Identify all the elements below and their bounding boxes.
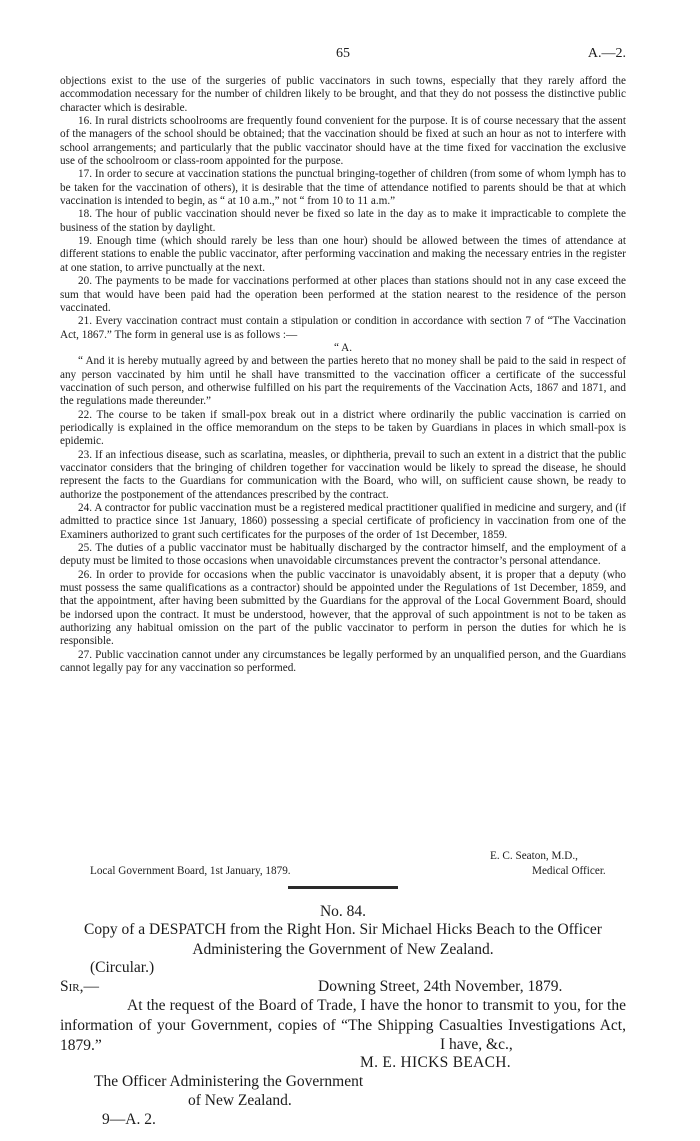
memo-paragraph: 25. The duties of a public vaccinator must be habitually discharged by the contractor himself, and the employment of a deputy must be limited to those occasions when unavoidable circumstances prevent the contractor’s personal attendance.	[60, 542, 626, 568]
memorandum-body	[60, 75, 626, 675]
memo-paragraph: 18. The hour of public vaccination should never be fixed so late in the day as to make it impracticable to complete the business of the station by daylight.	[60, 208, 626, 234]
despatch-closing-row	[60, 1035, 626, 1055]
memo-paragraph: 27. Public vaccination cannot under any circumstances be legally performed by an unqualified person, and the Guardians cannot legally pay for any vaccination so performed.	[60, 648, 626, 675]
form-quote: “ And it is hereby mutually agreed by and between the parties hereto that no money shall be paid to the said in respect of any person vaccinated by him until he shall have transmitted to the vaccination officer a certificate of the successful vaccination of such person, and otherwise fulfilled on his part the requirements of the Vaccination Acts, 1867 and 1871, and the regulations made thereunder.”	[60, 355, 626, 408]
memo-paragraph: objections exist to the use of the surgeries of public vaccinators in such towns, especially that they rarely afford the accommodation necessary for the number of children likely to be brought, and that they do not possess the distinctive public character which is desirable.	[60, 75, 626, 114]
footer-signature: 9—A. 2.	[102, 1111, 156, 1128]
despatch-title: Copy of a DESPATCH from the Right Hon. Sir Michael Hicks Beach to the Officer Administering the Government of New Zealand.	[84, 921, 602, 958]
memo-paragraph: 24. A contractor for public vaccination must be a registered medical practitioner qualified in medicine and surgery, and (if admitted to practice since 1st January, 1860) possessing a special certificate of proficiency in vaccination from one of the Examiners authorized to grant such certificates for the purposes of the order of 1st December, 1859.	[60, 502, 626, 541]
despatch-addressee-line1: The Officer Administering the Government	[94, 1073, 364, 1090]
memo-paragraph: 21. Every vaccination contract must contain a stipulation or condition in accordance with section 7 of “The Vaccination Act, 1867.” The form in general use is as follows :—	[60, 315, 626, 341]
despatch-circular: (Circular.)	[90, 959, 155, 976]
memo-paragraph: 20. The payments to be made for vaccinations performed at other places than stations should not in any case exceed the sum that would have been paid had the operation been performed at the station nearest to the residence of the person vaccinated.	[60, 275, 626, 314]
memo-paragraph: 26. In order to provide for occasions when the public vaccinator is unavoidably absent, it is proper that a deputy (who must possess the same qualifications as a contractor) should be appointed under the Regulations of 1st December, 1859, and that the appointment, after having been submitted by the Guardians for the approval of the Local Government Board, should be indorsed upon the contract. It must be understood, however, that the approval of such appointment is not to be taken as authorizing any habitual omission on the part of the public vaccinator to perform in person the duties for which he is responsible.	[60, 568, 626, 648]
despatch-text: At the request of the Board of Trade, I have the honor to transmit to you, for the information of your Government, copies of “The Shipping Casualties Investigations Act, 1879.”	[60, 997, 626, 1054]
section-divider	[288, 886, 398, 889]
page-header	[60, 46, 626, 62]
memo-paragraph: 19. Enough time (which should rarely be less than one hour) should be allowed between the times of attendance at different stations to enable the public vaccinator, after performing vaccination and making the necessary entries in the register at one station, to arrive punctually at the next.	[60, 235, 626, 274]
memo-paragraph: 23. If an infectious disease, such as scarlatina, measles, or diphtheria, prevail to such an extent in a district that the public vaccinator considers that the bringing of children together for vaccination would be likely to spread the disease, he should represent the facts to the Guardians for communication with the Board, who will, on sufficient cause shown, be ready to authorize the postponement of the attendances prescribed by the contract.	[60, 448, 626, 501]
memo-paragraph: 17. In order to secure at vaccination stations the punctual bringing-together of children (from some of whom lymph has to be taken for the vaccination of others), it is desirable that the time of attendance notified to parents should be that at which vaccination is intended to begin, as “ at 10 a.m.,” not “ from 10 to 11 a.m.”	[60, 168, 626, 208]
signature-name: E. C. Seaton, M.D.,	[490, 850, 578, 862]
memo-signature-row	[60, 850, 626, 864]
despatch-closing: I have, &c.,	[440, 1036, 513, 1053]
despatch-date: Downing Street, 24th November, 1879.	[318, 978, 563, 995]
signature-place-date: Local Government Board, 1st January, 1879.	[90, 865, 291, 877]
despatch-salutation-row	[60, 977, 626, 997]
despatch-number: No. 84.	[319, 903, 367, 920]
memo-paragraph: 22. The course to be taken if small-pox break out in a district where ordinarily the public vaccination is carried on periodically is explained in the office memorandum on the steps to be taken by Guardians in places in which small-pox is epidemic.	[60, 408, 626, 448]
page-number: 65	[336, 46, 350, 61]
signature-title: Medical Officer.	[532, 865, 606, 877]
despatch-signer: M. E. HICKS BEACH.	[360, 1054, 511, 1071]
series-reference: A.—2.	[587, 46, 626, 61]
despatch-signer-row	[60, 1053, 626, 1073]
form-heading: “ A.	[333, 341, 353, 354]
despatch-salutation: Sir,—	[60, 978, 99, 995]
memo-paragraph: 16. In rural districts schoolrooms are frequently found convenient for the purpose. It is of course necessary that the assent of the managers of the school should be obtained; that the vaccination should be fixed at such an hour as not to interfere with school arrangements; and particularly that the public vaccinator should have at the time fixed for vaccination the exclusive use of the schoolroom or class-room appointed for the purpose.	[60, 115, 626, 168]
memo-signature-row-2	[60, 865, 626, 879]
despatch-addressee-line2: of New Zealand.	[188, 1092, 292, 1109]
